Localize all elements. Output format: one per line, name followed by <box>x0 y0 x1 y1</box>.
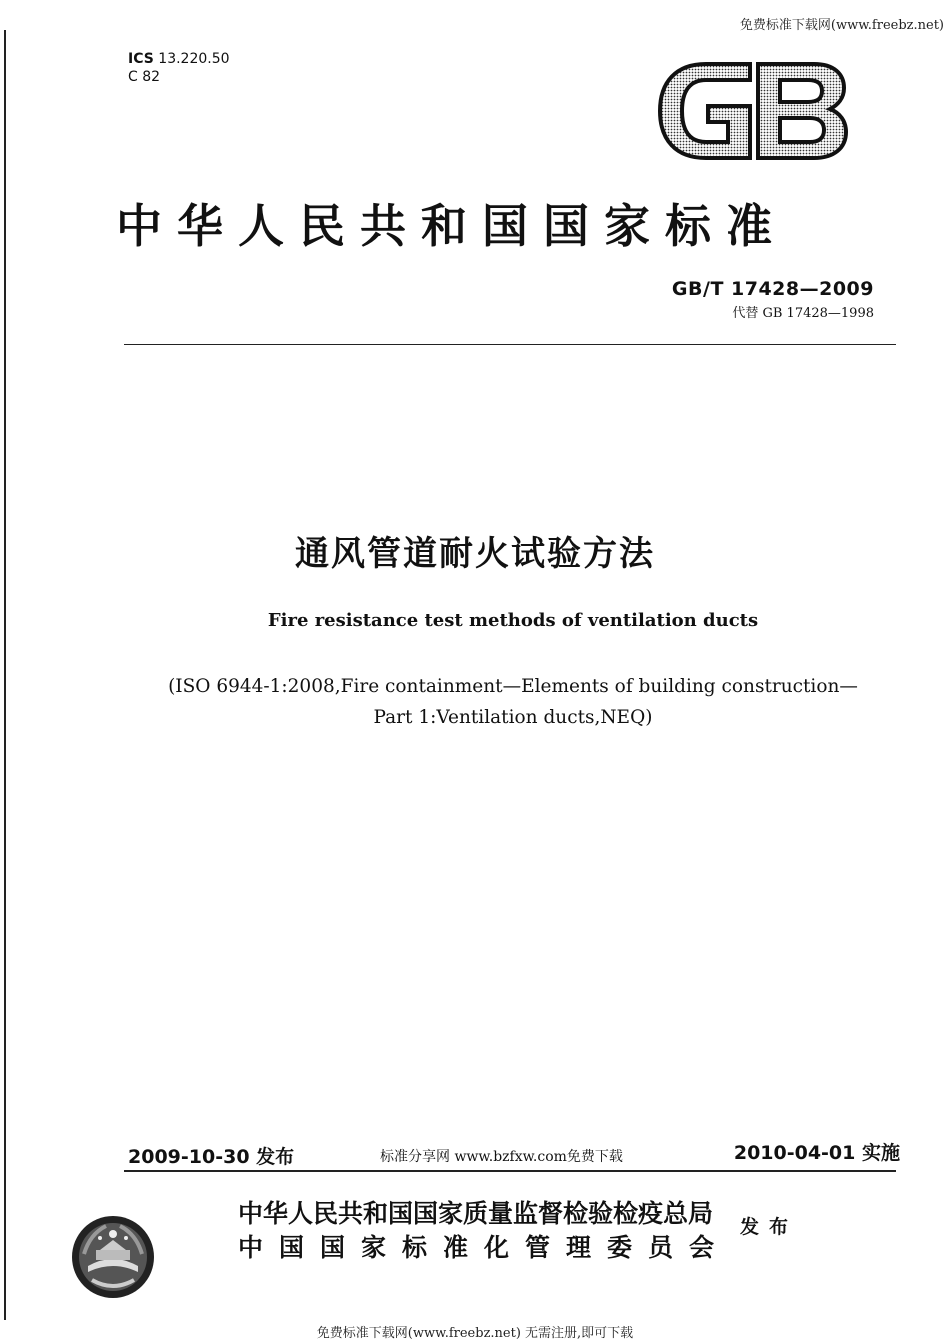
header-divider <box>124 344 896 345</box>
ccs-code: C 82 <box>128 69 161 85</box>
gb-logo-icon <box>658 62 848 160</box>
watermark-top: 免费标准下载网(www.freebz.net) <box>739 18 944 33</box>
standard-code-block <box>672 278 874 321</box>
classification-block <box>128 50 230 86</box>
share-note: 标准分享网 www.bzfxw.com免费下载 <box>380 1149 623 1165</box>
replaces-note: 代替 GB 17428—1998 <box>732 306 874 321</box>
implementation-date: 2010-04-01 实施 <box>733 1142 900 1164</box>
watermark-bottom: 免费标准下载网(www.freebz.net) 无需注册,即可下载 <box>316 1326 634 1341</box>
standard-title: 中华人民共和国国家标准 <box>116 199 787 253</box>
issuer-sac: 中国国家标准化管理委员会 <box>238 1233 731 1262</box>
iso-reference-line-2: Part 1:Ventilation ducts,NEQ) <box>373 707 653 728</box>
ics-line <box>128 50 230 68</box>
ics-label: ICS <box>128 51 154 67</box>
title-chinese: 通风管道耐火试验方法 <box>295 534 655 574</box>
footer-divider <box>124 1170 896 1172</box>
issuer-aqsiq: 中华人民共和国国家质量监督检验检疫总局 <box>238 1199 714 1228</box>
title-english: Fire resistance test methods of ventilation ducts <box>267 610 759 631</box>
national-emblem-icon <box>70 1214 156 1300</box>
issue-date: 2009-10-30 发布 <box>128 1146 295 1168</box>
publish-label: 发布 <box>740 1216 799 1238</box>
ics-value: 13.220.50 <box>158 51 230 67</box>
date-row <box>0 1138 950 1168</box>
iso-reference <box>0 671 950 733</box>
iso-reference-line-1: (ISO 6944-1:2008,Fire containment—Elements of building construction— <box>168 676 858 697</box>
standard-code: GB/T 17428—2009 <box>671 278 874 300</box>
